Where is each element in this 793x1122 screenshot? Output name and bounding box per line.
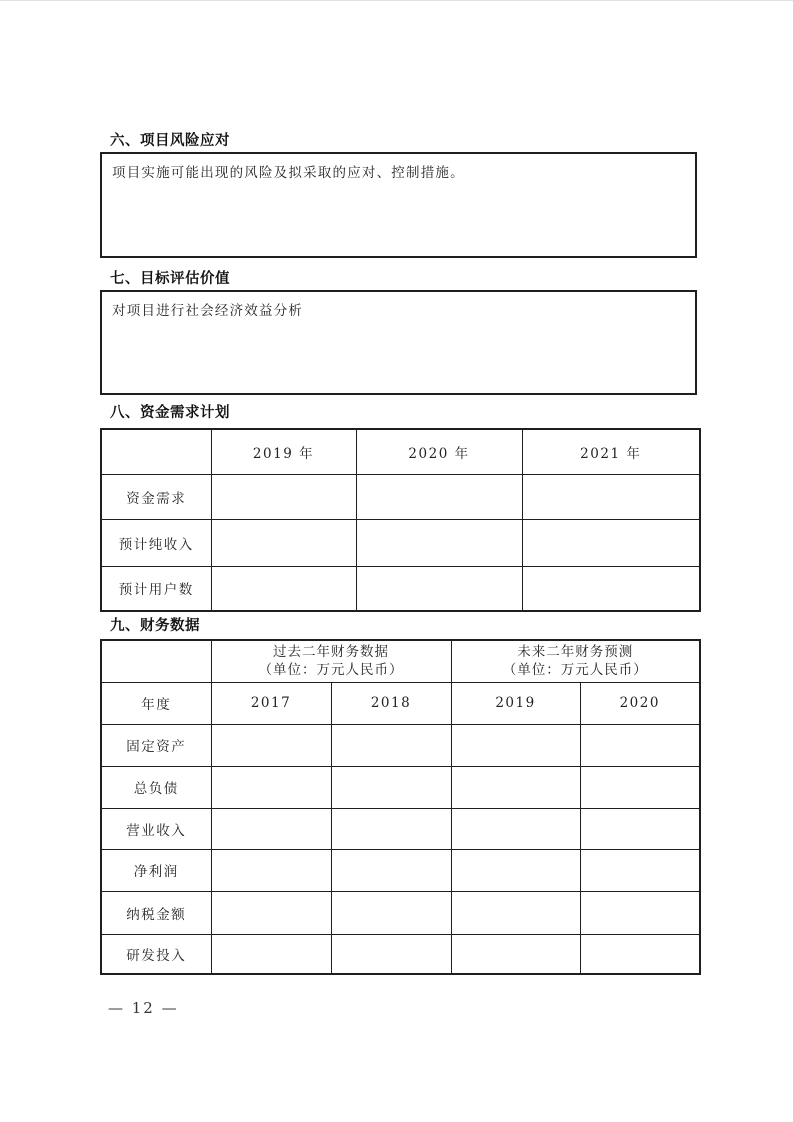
financial-group-header-row — [101, 640, 700, 682]
section-financial-heading: 九、财务数据 — [110, 618, 200, 634]
future-header-line1: 未来二年财务预测 — [517, 644, 634, 661]
section-funding-heading: 八、资金需求计划 — [110, 405, 230, 421]
row-label-rd-investment: 研发投入 — [101, 934, 211, 974]
row-label-users: 预计用户数 — [101, 566, 211, 611]
empty-cell — [580, 766, 700, 808]
empty-cell — [451, 766, 580, 808]
year-2020: 2020 — [580, 682, 700, 724]
year-2018: 2018 — [331, 682, 451, 724]
empty-cell — [451, 934, 580, 974]
future-header-line2: （单位：万元人民币） — [502, 662, 648, 679]
table-row — [101, 766, 700, 808]
empty-cell — [356, 474, 522, 519]
table-row — [101, 724, 700, 766]
year-header-2020: 2020 年 — [356, 429, 522, 474]
row-label-funding-need: 资金需求 — [101, 474, 211, 519]
empty-cell — [580, 849, 700, 891]
corner-cell — [101, 429, 211, 474]
empty-cell — [211, 934, 331, 974]
empty-cell — [580, 891, 700, 934]
future-two-years-header — [451, 640, 700, 682]
row-label-tax-amount: 纳税金额 — [101, 891, 211, 934]
funding-table — [100, 428, 701, 612]
year-2019: 2019 — [451, 682, 580, 724]
table-row — [101, 566, 700, 611]
empty-cell — [451, 808, 580, 849]
empty-cell — [451, 849, 580, 891]
year-row-label: 年度 — [101, 682, 211, 724]
year-header-2021: 2021 年 — [522, 429, 700, 474]
empty-cell — [451, 724, 580, 766]
row-label-net-profit: 净利润 — [101, 849, 211, 891]
evaluation-box — [100, 290, 697, 395]
financial-year-row — [101, 682, 700, 724]
table-row — [101, 474, 700, 519]
section-evaluation-heading: 七、目标评估价值 — [110, 271, 230, 287]
empty-cell — [211, 766, 331, 808]
row-label-fixed-assets: 固定资产 — [101, 724, 211, 766]
page-number: — 12 — — [108, 999, 179, 1017]
evaluation-text: 对项目进行社会经济效益分析 — [112, 303, 304, 319]
empty-cell — [331, 934, 451, 974]
empty-cell — [580, 934, 700, 974]
empty-cell — [522, 474, 700, 519]
empty-cell — [356, 566, 522, 611]
page-top-edge — [0, 0, 793, 1]
row-label-net-income: 预计纯收入 — [101, 519, 211, 566]
funding-header-row — [101, 429, 700, 474]
empty-cell — [211, 474, 356, 519]
table-row — [101, 808, 700, 849]
table-row — [101, 849, 700, 891]
empty-cell — [331, 724, 451, 766]
table-row — [101, 519, 700, 566]
empty-cell — [211, 724, 331, 766]
year-header-2019: 2019 年 — [211, 429, 356, 474]
empty-cell — [331, 766, 451, 808]
past-two-years-header — [211, 640, 451, 682]
risk-response-text: 项目实施可能出现的风险及拟采取的应对、控制措施。 — [112, 165, 465, 181]
empty-cell — [211, 891, 331, 934]
empty-cell — [211, 519, 356, 566]
empty-cell — [580, 808, 700, 849]
table-row — [101, 934, 700, 974]
empty-cell — [580, 724, 700, 766]
empty-cell — [522, 519, 700, 566]
empty-cell — [211, 849, 331, 891]
empty-cell — [356, 519, 522, 566]
empty-cell — [211, 808, 331, 849]
empty-cell — [211, 566, 356, 611]
row-label-total-liabilities: 总负债 — [101, 766, 211, 808]
risk-response-box — [100, 152, 697, 258]
empty-cell — [331, 808, 451, 849]
empty-cell — [451, 891, 580, 934]
past-header-line1: 过去二年财务数据 — [273, 644, 389, 661]
financial-table — [100, 639, 701, 975]
row-label-revenue: 营业收入 — [101, 808, 211, 849]
empty-cell — [331, 849, 451, 891]
past-header-line2: （单位：万元人民币） — [258, 662, 404, 679]
table-row — [101, 891, 700, 934]
empty-cell — [331, 891, 451, 934]
section-risk-heading: 六、项目风险应对 — [110, 133, 230, 149]
corner-cell — [101, 640, 211, 682]
empty-cell — [522, 566, 700, 611]
year-2017: 2017 — [211, 682, 331, 724]
